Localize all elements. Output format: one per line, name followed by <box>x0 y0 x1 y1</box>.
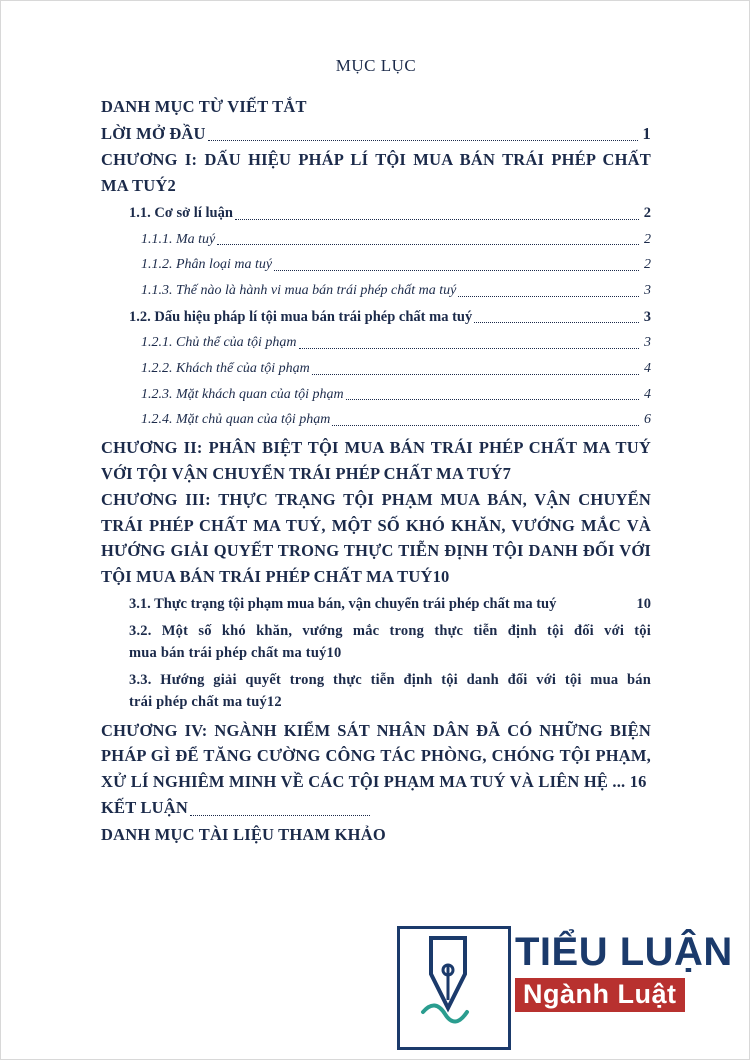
toc-entry-label: CHƯƠNG IV: NGÀNH KIỂM SÁT NHÂN DÂN ĐÃ CÓ NHỮNG BIỆN PHÁP GÌ ĐỂ TĂNG CƯỜNG CÔNG TÁC PHÒNG, CHÓNG TỘI PHẠM, <box>101 720 651 766</box>
toc-entry[interactable] <box>101 94 651 120</box>
toc-entry[interactable] <box>101 669 651 714</box>
toc-entry[interactable] <box>101 147 651 198</box>
toc-entry-label: DANH MỤC TÀI LIỆU THAM KHẢO <box>101 824 386 844</box>
toc-entry[interactable] <box>101 121 651 147</box>
toc-leader-dots <box>208 140 638 141</box>
toc-entry[interactable] <box>101 795 651 821</box>
toc-content <box>101 56 651 849</box>
toc-entry[interactable] <box>101 358 651 380</box>
toc-entry-page: 10 <box>432 566 450 586</box>
toc-leader-dots <box>474 322 639 323</box>
toc-entry-label-cont: mua bán trái phép chất ma tuý <box>129 645 327 662</box>
toc-entry-page: 6 <box>644 412 651 428</box>
toc-entry-label-cont: VỚI TỘI VẬN CHUYỂN TRÁI PHÉP CHẤT MA TUÝ <box>101 463 503 483</box>
toc-entry-label: 1.2.4. Mặt chủ quan của tội phạm <box>141 412 331 428</box>
toc-entry-label: DANH MỤC TỪ VIẾT TẮT <box>101 97 307 116</box>
toc-entry-page: 2 <box>167 175 176 195</box>
page-title: MỤC LỤC <box>335 56 417 75</box>
toc-entry-label-cont: trái phép chất ma tuý <box>129 694 267 711</box>
logo-subtitle: Ngành Luật <box>515 978 685 1012</box>
fountain-pen-nib-icon <box>411 934 491 1038</box>
toc-leader-dots <box>332 425 639 426</box>
toc-entry-label: CHƯƠNG I: DẤU HIỆU PHÁP LÍ TỘI MUA BÁN TRÁI PHÉP CHẤT <box>101 150 651 170</box>
toc-entry-label: KẾT LUẬN <box>101 798 189 818</box>
toc-entry-label: CHƯƠNG II: PHÂN BIỆT TỘI MUA BÁN TRÁI PHÉP CHẤT MA TUÝ <box>101 438 651 457</box>
toc-leader-dots <box>458 296 639 297</box>
toc-entry[interactable] <box>101 487 651 589</box>
logo-title: TIỂU LUẬN <box>515 930 733 974</box>
toc-entry[interactable] <box>101 229 651 251</box>
toc-entry[interactable] <box>101 593 651 615</box>
toc-entry[interactable] <box>101 254 651 276</box>
toc-entry-page: 3 <box>644 335 651 351</box>
toc-entry[interactable] <box>101 306 651 328</box>
toc-leader-dots <box>346 399 639 400</box>
toc-entry[interactable] <box>101 435 651 486</box>
toc-entry-page: 2 <box>644 257 651 273</box>
toc-entry-label: 1.1.2. Phân loại ma tuý <box>141 257 273 273</box>
toc-entry-page: 2 <box>644 231 651 247</box>
toc-entry-label: 1.1.3. Thế nào là hành vi mua bán trái phép chất ma tuý <box>141 283 457 299</box>
toc-entry-label-cont: MA TUÝ <box>101 175 168 195</box>
toc-entry-label: 3.3. Hướng giải quyết trong thực tiễn định tội danh đối với tội mua bán <box>129 671 651 688</box>
toc-entry[interactable] <box>101 384 651 406</box>
toc-entry-page: 1 <box>642 123 651 143</box>
toc-leader-dots <box>299 348 639 349</box>
toc-entry-label: CHƯƠNG III: THỰC TRẠNG TỘI PHẠM MUA BÁN, VẬN CHUYỂN TRÁI PHÉP CHẤT MA TUÝ, MỘT SỐ KHÓ KHĂN, VƯỚNG MẮC VÀ HƯỚNG GIẢI QUYẾT TRONG THỰC TIỄN ĐỊNH TỘI DANH ĐỐI VỚI <box>101 490 651 561</box>
toc-entry-label-cont: TỘI MUA BÁN TRÁI PHÉP CHẤT MA TUÝ <box>101 566 433 586</box>
logo-text <box>515 932 735 1012</box>
toc-entry-label: 3.1. Thực trạng tội phạm mua bán, vận chuyển trái phép chất ma tuý <box>129 596 557 613</box>
watermark-logo <box>397 926 737 1051</box>
toc-entry-page: 4 <box>644 360 651 376</box>
toc-entry-label: 1.2.3. Mặt khách quan của tội phạm <box>141 386 344 402</box>
toc-entry-page: 3 <box>644 283 651 299</box>
toc-entry[interactable] <box>101 332 651 354</box>
toc-entry-label-cont: XỬ LÍ NGHIÊM MINH VỀ CÁC TỘI PHẠM MA TUÝ VÀ LIÊN HỆ ... 16 <box>101 771 647 791</box>
toc-entry[interactable] <box>101 409 651 431</box>
toc-entry-label: 1.1.1. Ma tuý <box>141 231 216 247</box>
toc-entry-label: 1.2. Dấu hiệu pháp lí tội mua bán trái phép chất ma tuý <box>129 308 473 325</box>
toc-entry-label: 1.1. Cơ sở lí luận <box>129 205 233 222</box>
toc-entry-page: 10 <box>636 596 651 613</box>
toc-leader-dots <box>217 244 639 245</box>
toc-entry-page: 7 <box>502 463 512 483</box>
toc-entry[interactable] <box>101 718 651 795</box>
toc-entry-page: 4 <box>644 386 651 402</box>
toc-entry-label: 1.2.1. Chủ thể của tội phạm <box>141 335 297 351</box>
toc-leader-dots <box>312 374 639 375</box>
toc-entry-page: 3 <box>643 308 651 325</box>
toc-entry[interactable] <box>101 620 651 665</box>
toc-leader-dots <box>274 270 639 271</box>
toc-leader-dots <box>190 815 370 816</box>
toc-entry[interactable] <box>101 202 651 224</box>
toc-entry[interactable] <box>101 822 651 848</box>
toc-entry-page: 12 <box>266 694 282 711</box>
toc-leader-dots <box>235 219 639 220</box>
toc-entry-page: 2 <box>643 205 651 222</box>
toc-entry-label: 1.2.2. Khách thể của tội phạm <box>141 360 310 376</box>
toc-entry-label: 3.2. Một số khó khăn, vướng mắc trong thực tiễn định tội đối với tội <box>129 622 651 639</box>
toc-entry-label: LỜI MỞ ĐẦU <box>101 123 206 143</box>
toc-entry[interactable] <box>101 280 651 302</box>
toc-entry-page: 10 <box>326 645 342 662</box>
